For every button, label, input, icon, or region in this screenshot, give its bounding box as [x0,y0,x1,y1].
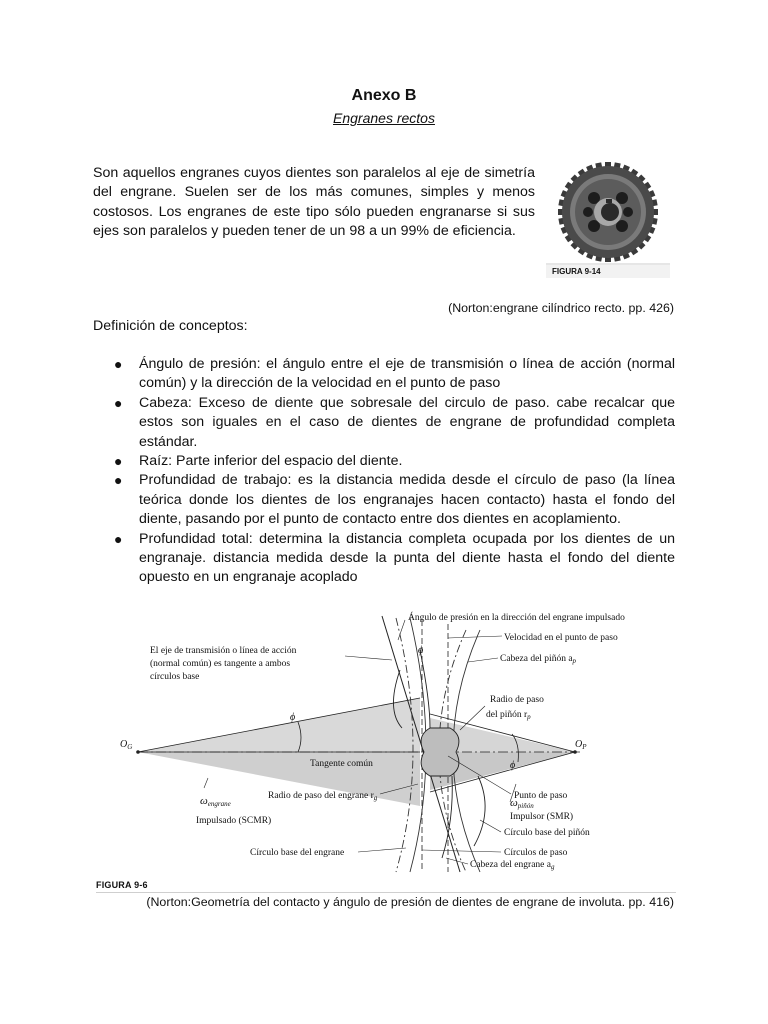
pinion-omega-label: ωpiñón [510,797,534,810]
spur-gear-figure [546,160,670,278]
driver-label: Impulsor (SMR) [510,812,574,822]
phi-label-pinion: ϕ [510,760,516,771]
intro-paragraph: Son aquellos engranes cuyos dientes son paralelos al eje de simetría del engrane. Suelen ser de los más comunes, simples y menos costosos. Los engranes de este tipo sólo pueden engranarse si sus ejes son paralelos y pueden tener de un 98 a un 99% de eficiencia. [93,165,535,240]
gear-addendum-label: Cabeza del engrane $a_g$ [470,860,555,871]
common-tangent-label: Tangente común [310,759,373,769]
diagram-citation: (Norton:Geometría del contacto y ángulo de presión de dientes de engrane de involuta. pp. 416) [146,895,674,909]
diagram-figure-caption: FIGURA 9-6 [96,880,148,890]
gear-figure-citation: (Norton:engrane cilíndrico recto. pp. 426) [448,301,674,315]
action-line-label-2: (normal común) es tangente a ambos [150,659,291,669]
definitions-list [93,355,675,588]
pinion-radius-label-1: Radio de paso [490,695,544,705]
action-line-label-1: El eje de transmisión o línea de acción [150,646,297,656]
list-item: ● Profundidad de trabajo: es la distancia medida desde el círculo de paso (la línea teórica donde los dientes de los engranajes hacen contacto) hasta el fondo del diente, pasando por el punto de contacto entre dos dientes en acoplamiento. [114,472,675,528]
gear-icon [558,162,658,262]
phi-label-top: ϕ [418,645,424,656]
list-item: ● Ángulo de presión: el ángulo entre el eje de transmisión o línea de acción (normal común) y la dirección de la velocidad en el punto de paso [114,356,675,392]
list-item: ● Cabeza: Exceso de diente que sobresale del circulo de paso. cabe recalcar que estos son iguales en el caso de dientes de engrane de profundidad completa estándar. [114,394,675,450]
bullet-icon: ● [114,530,123,547]
bullet-icon: ● [114,394,123,411]
page-title: Anexo B [351,87,417,104]
bullet-icon: ● [114,356,123,372]
definitions-heading: Definición de conceptos: [93,318,248,334]
pinion-radius-label-2: del piñón $r_p$ [486,710,531,721]
bullet-icon: ● [114,453,123,470]
pitch-point-label: Punto de paso [514,791,568,801]
gear-center-label: $O_G$ [120,739,133,751]
list-item: ● Raíz: Parte inferior del espacio del diente. [93,452,675,471]
list-item: ● Profundidad total: determina la distancia completa ocupada por los dientes de un engranaje. distancia medida desde la punta del diente hasta el fondo del diente opuesto en un engranaje acoplado [114,530,675,586]
page-subtitle: Engranes rectos [333,110,435,126]
gear-omega-label: ωengrane [200,795,231,808]
driven-label: Impulsado (SCMR) [196,816,272,826]
pinion-base-circle-label: Círculo base del piñón [504,828,590,838]
caption-divider [96,892,676,893]
bullet-icon: ● [114,472,123,489]
pitch-velocity-label: Velocidad en el punto de paso [504,633,618,643]
pitch-circles-label: Círculos de paso [504,848,568,858]
phi-label-gear: ϕ [290,712,296,723]
pinion-addendum-label: Cabeza del piñón $a_p$ [500,654,577,665]
gear-base-circle-label: Círculo base del engrane [250,848,345,858]
gear-figure-caption: FIGURA 9-14 [552,267,601,276]
gear-radius-label: Radio de paso del engrane $r_g$ [268,791,378,802]
gear-contact-diagram [120,610,675,878]
action-line-label-3: círculos base [150,672,200,682]
pinion-center-label: $O_P$ [575,739,587,751]
pressure-angle-label: Ángulo de presión en la dirección del engrane impulsado [408,613,625,623]
